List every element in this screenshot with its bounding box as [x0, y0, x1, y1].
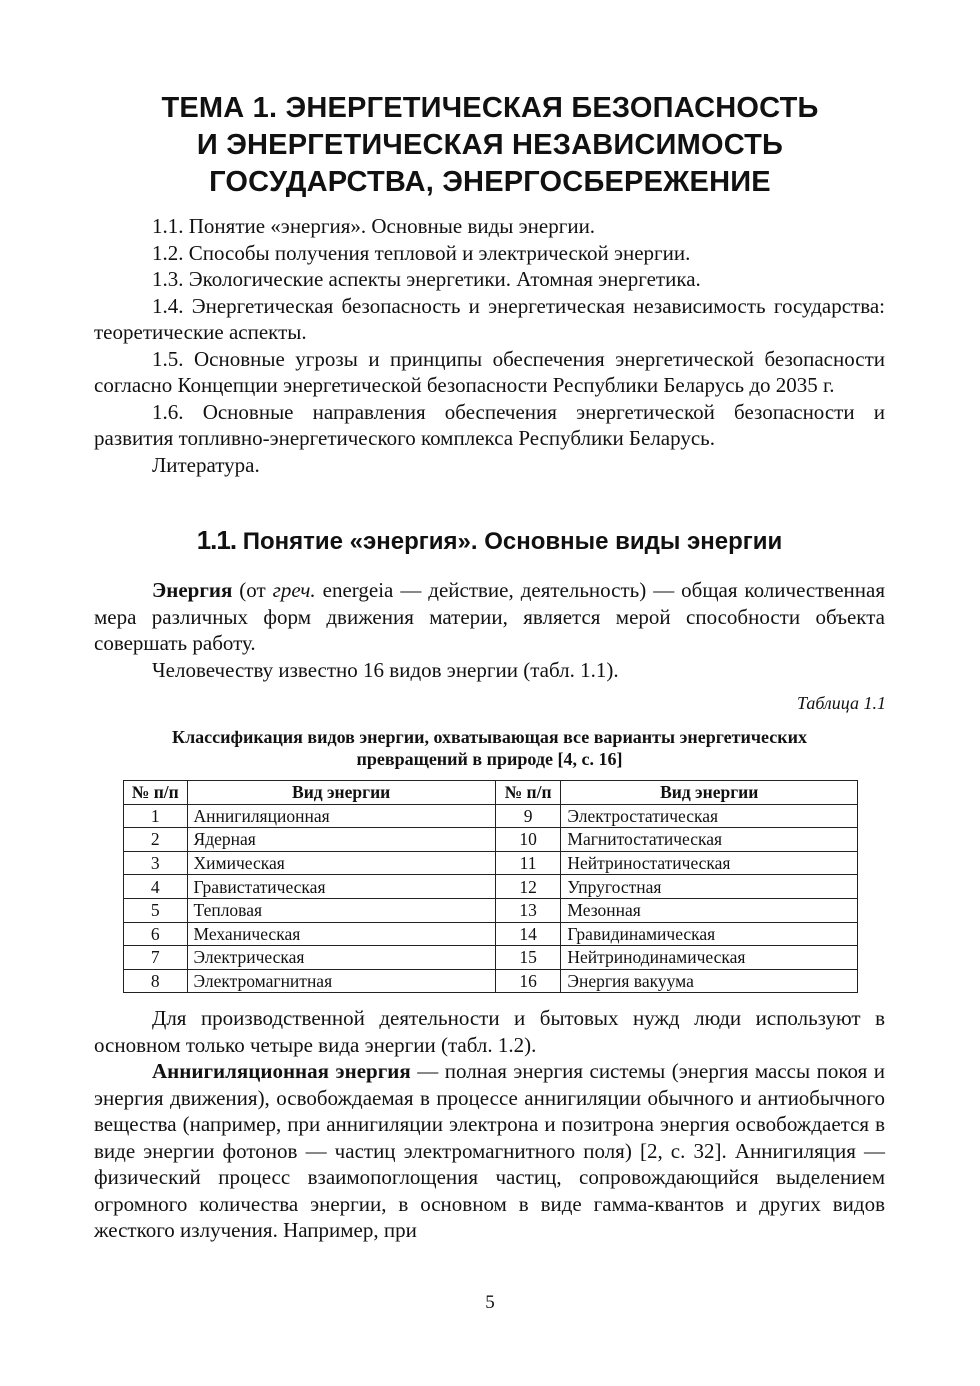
table-row	[124, 851, 858, 875]
page-number: 5	[485, 1292, 495, 1313]
definition-text: energeia — действие, деятельность) — общая количественная мера различных форм движения материи, является мерой способности объекта совершать работу.	[94, 578, 885, 655]
toc-item: 1.1. Понятие «энергия». Основные виды энергии.	[152, 214, 596, 238]
table-caption-line: превращений в природе [4, с. 16]	[356, 749, 623, 769]
energy-type: Энергия вакуума	[561, 969, 858, 993]
section-heading	[94, 524, 885, 558]
table-row	[124, 946, 858, 970]
row-number: 10	[495, 828, 561, 852]
row-number: 3	[124, 851, 188, 875]
column-header: Вид энергии	[187, 781, 495, 805]
row-number: 12	[495, 875, 561, 899]
chapter-title-line: И ЭНЕРГЕТИЧЕСКАЯ НЕЗАВИСИМОСТЬ	[196, 129, 784, 161]
chapter-title-line: ТЕМА 1. ЭНЕРГЕТИЧЕСКАЯ БЕЗОПАСНОСТЬ	[161, 92, 819, 124]
energy-type: Упругостная	[561, 875, 858, 899]
energy-type: Мезонная	[561, 898, 858, 922]
usage-paragraph: Для производственной деятельности и бытовых нужд люди используют в основном только четыре вида энергии (табл. 1.2).	[94, 1006, 885, 1057]
annihilation-text: — полная энергия системы (энергия массы покоя и энергия движения), освобождаемая в процессе аннигиляции обычного и антиобычного вещества (например, при аннигиляции электрона и позитрона энергия освобождается в виде энергии фотонов — частиц электромагнитного поля) [2, с. 32]. Аннигиляция — физический процесс взаимопоглощения частиц, сопровождающийся выделением огромного количества энергии, в основном в виде гамма-квантов и других видов жесткого излучения. Например, при	[94, 1059, 885, 1242]
column-header: № п/п	[495, 781, 561, 805]
row-number: 13	[495, 898, 561, 922]
column-header: № п/п	[124, 781, 188, 805]
row-number: 5	[124, 898, 188, 922]
row-number: 14	[495, 922, 561, 946]
toc-item: Литература.	[152, 452, 260, 477]
table-label: Таблица 1.1	[796, 693, 886, 713]
toc-item: 1.4. Энергетическая безопасность и энергетическая независимость государства: теоретические аспекты.	[94, 293, 885, 344]
energy-type: Электромагнитная	[187, 969, 495, 993]
annihilation-paragraph	[94, 1058, 885, 1244]
energy-type: Тепловая	[187, 898, 495, 922]
energy-type: Гравидинамическая	[561, 922, 858, 946]
definition-prefix: (от	[232, 578, 273, 602]
table-row	[124, 922, 858, 946]
energy-type: Магнитостатическая	[561, 828, 858, 852]
chapter-title	[90, 90, 890, 201]
energy-type: Гравистатическая	[187, 875, 495, 899]
intro-text	[94, 577, 885, 683]
row-number: 15	[495, 946, 561, 970]
energy-type: Ядерная	[187, 828, 495, 852]
energy-type: Электрическая	[187, 946, 495, 970]
table-row	[124, 828, 858, 852]
row-number: 2	[124, 828, 188, 852]
row-number: 16	[495, 969, 561, 993]
row-number: 9	[495, 804, 561, 828]
energy-types-table	[123, 780, 858, 993]
annihilation-term: Аннигиляционная энергия	[152, 1059, 411, 1083]
table-row	[124, 875, 858, 899]
toc-item: 1.3. Экологические аспекты энергетики. Атомная энергетика.	[152, 267, 701, 291]
energy-type: Химическая	[187, 851, 495, 875]
table-row	[124, 898, 858, 922]
row-number: 7	[124, 946, 188, 970]
row-number: 6	[124, 922, 188, 946]
energy-type: Электростатическая	[561, 804, 858, 828]
table-of-contents	[94, 213, 885, 478]
toc-item: 1.2. Способы получения тепловой и электрической энергии.	[152, 240, 691, 265]
table-row	[124, 969, 858, 993]
chapter-title-line: ГОСУДАРСТВА, ЭНЕРГОСБЕРЕЖЕНИЕ	[209, 166, 771, 198]
table-caption	[94, 726, 885, 770]
column-header: Вид энергии	[561, 781, 858, 805]
energy-type: Аннигиляционная	[187, 804, 495, 828]
energy-type: Механическая	[187, 922, 495, 946]
table-header-row	[124, 781, 858, 805]
row-number: 4	[124, 875, 188, 899]
toc-item: 1.5. Основные угрозы и принципы обеспечения энергетической безопасности согласно Концепции энергетической безопасности Республики Беларусь до 2035 г.	[94, 346, 885, 397]
table-row	[124, 804, 858, 828]
row-number: 1	[124, 804, 188, 828]
energy-type: Нейтринодинамическая	[561, 946, 858, 970]
toc-item: 1.6. Основные направления обеспечения энергетической безопасности и развития топливно-энергетического комплекса Республики Беларусь.	[94, 399, 885, 450]
table-caption-line: Классификация видов энергии, охватывающая все варианты энергетических	[172, 727, 807, 747]
energy-type: Нейтриностатическая	[561, 851, 858, 875]
row-number: 8	[124, 969, 188, 993]
energy-definition-paragraph	[94, 577, 885, 657]
energy-term: Энергия	[152, 578, 233, 602]
row-number: 11	[495, 851, 561, 875]
greek-label: греч.	[272, 578, 316, 602]
body-text	[94, 1005, 885, 1244]
section-number: 1.1.	[196, 525, 237, 555]
section-title: Понятие «энергия». Основные виды энергии	[242, 528, 783, 555]
energy-count-paragraph: Человечеству известно 16 видов энергии (табл. 1.1).	[152, 657, 619, 682]
